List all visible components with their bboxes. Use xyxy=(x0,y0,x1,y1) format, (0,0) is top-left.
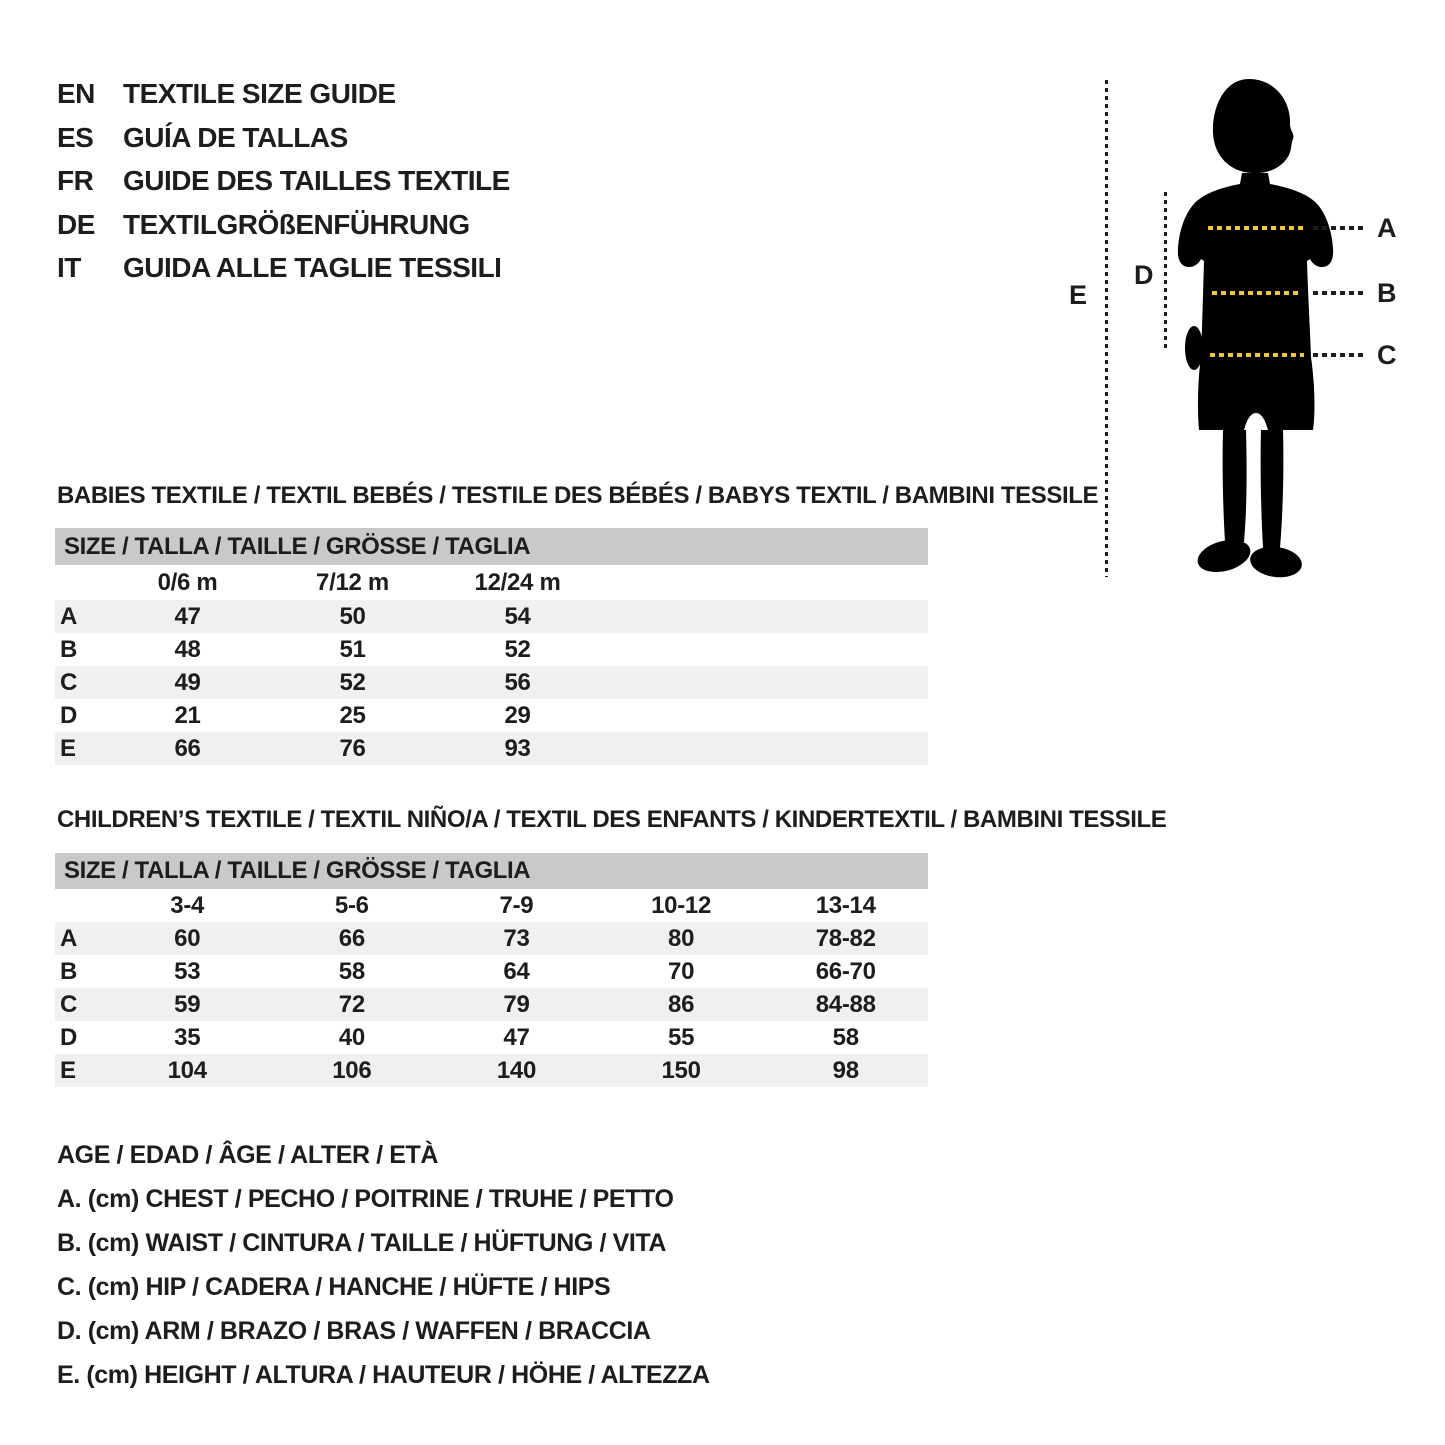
babies-size-header-text: SIZE / TALLA / TAILLE / GRÖSSE / TAGLIA xyxy=(64,533,531,560)
language-code-en: EN xyxy=(57,78,95,109)
table-cell: 106 xyxy=(332,1057,372,1084)
language-code-es: ES xyxy=(57,121,94,153)
language-code-fr: FR xyxy=(57,165,94,196)
table-cell: 56 xyxy=(504,669,531,696)
children-size-header-bar xyxy=(55,853,928,889)
table-cell: 35 xyxy=(174,1024,201,1051)
measure-label-b: B xyxy=(1377,278,1396,308)
table-cell: 47 xyxy=(503,1024,530,1051)
row-label: D xyxy=(60,702,78,729)
children-column-header: 13-14 xyxy=(815,892,876,919)
table-row-a xyxy=(55,600,928,633)
table-cell: 140 xyxy=(496,1057,537,1084)
waist-line-outer xyxy=(1313,291,1363,295)
table-row-b xyxy=(55,633,928,666)
row-label: E xyxy=(60,735,76,762)
chest-line-outer xyxy=(1313,226,1363,230)
table-cell: 78-82 xyxy=(815,925,876,952)
table-cell: 29 xyxy=(504,702,531,729)
table-cell: 21 xyxy=(174,702,201,729)
row-label: B xyxy=(60,636,78,663)
table-cell: 47 xyxy=(174,603,201,630)
language-row-it xyxy=(57,246,510,290)
table-row-b xyxy=(55,955,928,988)
table-cell: 70 xyxy=(668,958,695,985)
row-label: A xyxy=(60,925,78,952)
table-cell: 50 xyxy=(339,603,366,630)
language-title-en: TEXTILE SIZE GUIDE xyxy=(123,78,396,109)
table-cell: 66 xyxy=(174,735,201,762)
language-title-it: GUIDA ALLE TAGLIE TESSILI xyxy=(123,252,502,283)
header-spacer xyxy=(55,889,105,922)
children-size-table xyxy=(55,889,928,1087)
chest-line-inner xyxy=(1208,226,1304,230)
babies-section-title: BABIES TEXTILE / TEXTIL BEBÉS / TESTILE DES BÉBÉS / BABYS TEXTIL / BAMBINI TESSILE xyxy=(57,482,1099,509)
row-label: C xyxy=(60,669,78,696)
language-code-it: IT xyxy=(57,252,81,283)
table-cell: 66 xyxy=(338,925,365,952)
babies-table-header-row xyxy=(55,565,928,600)
table-row-d xyxy=(55,699,928,732)
row-label: A xyxy=(60,603,78,630)
language-row-en xyxy=(57,72,510,116)
measure-label-d: D xyxy=(1134,260,1153,290)
table-cell: 73 xyxy=(503,925,530,952)
table-row-a xyxy=(55,922,928,955)
table-cell: 60 xyxy=(174,925,201,952)
babies-size-header-bar xyxy=(55,528,928,565)
table-cell: 59 xyxy=(174,991,201,1018)
language-row-de xyxy=(57,203,510,247)
table-cell: 98 xyxy=(832,1057,859,1084)
table-row-c xyxy=(55,666,928,699)
measure-label-a: A xyxy=(1377,213,1396,243)
language-row-es xyxy=(57,116,510,160)
header-spacer xyxy=(55,565,105,600)
table-cell: 76 xyxy=(339,735,366,762)
table-cell: 58 xyxy=(338,958,365,985)
table-cell: 72 xyxy=(338,991,365,1018)
table-cell: 58 xyxy=(832,1024,859,1051)
children-column-header: 3-4 xyxy=(170,892,205,919)
legend-chest: A. (cm) CHEST / PECHO / POITRINE / TRUHE / PETTO xyxy=(57,1185,674,1213)
height-measure-line-e xyxy=(1105,80,1108,577)
legend-age: AGE / EDAD / ÂGE / ALTER / ETÀ xyxy=(57,1141,439,1169)
table-cell: 86 xyxy=(668,991,695,1018)
table-row-e xyxy=(55,732,928,765)
table-cell: 104 xyxy=(167,1057,207,1084)
babies-column-header: 12/24 m xyxy=(474,569,561,596)
table-cell: 52 xyxy=(339,669,366,696)
table-row-d xyxy=(55,1021,928,1054)
row-label: D xyxy=(60,1024,78,1051)
table-cell: 66-70 xyxy=(815,958,876,985)
waist-line-inner xyxy=(1212,291,1302,295)
language-title-fr: GUIDE DES TAILLES TEXTILE xyxy=(123,165,510,196)
table-cell: 84-88 xyxy=(815,991,876,1018)
table-cell: 51 xyxy=(339,636,366,663)
children-column-header: 7-9 xyxy=(499,892,534,919)
babies-column-header: 0/6 m xyxy=(157,569,218,596)
table-cell: 64 xyxy=(503,958,530,985)
table-cell: 150 xyxy=(661,1057,701,1084)
hip-line-inner xyxy=(1210,353,1304,357)
babies-size-table xyxy=(55,565,928,765)
children-column-header: 5-6 xyxy=(334,892,369,919)
table-cell: 93 xyxy=(504,735,531,762)
table-cell: 55 xyxy=(668,1024,695,1051)
table-cell: 79 xyxy=(503,991,530,1018)
children-table-header-row xyxy=(55,889,928,922)
row-label: E xyxy=(60,1057,76,1084)
table-cell: 53 xyxy=(174,958,201,985)
legend-hip: C. (cm) HIP / CADERA / HANCHE / HÜFTE / HIPS xyxy=(57,1273,611,1301)
child-silhouette-icon xyxy=(1172,76,1340,581)
children-size-header-text: SIZE / TALLA / TAILLE / GRÖSSE / TAGLIA xyxy=(64,857,531,884)
hip-line-outer xyxy=(1313,353,1363,357)
children-column-header: 10-12 xyxy=(651,892,712,919)
legend-waist: B. (cm) WAIST / CINTURA / TAILLE / HÜFTUNG / VITA xyxy=(57,1229,667,1257)
row-label: C xyxy=(60,991,78,1018)
language-title-block xyxy=(57,72,510,290)
language-row-fr xyxy=(57,159,510,203)
table-row-c xyxy=(55,988,928,1021)
measurement-legend xyxy=(57,1133,710,1397)
table-cell: 48 xyxy=(174,636,201,663)
row-label: B xyxy=(60,958,78,985)
children-section-title: CHILDREN’S TEXTILE / TEXTIL NIÑO/A / TEXTIL DES ENFANTS / KINDERTEXTIL / BAMBINI TESSILE xyxy=(57,806,1167,833)
language-code-de: DE xyxy=(57,208,95,240)
measure-label-c: C xyxy=(1377,340,1396,370)
arm-measure-line-d xyxy=(1164,192,1167,348)
table-cell: 40 xyxy=(338,1024,365,1051)
language-title-es: GUÍA DE TALLAS xyxy=(123,121,348,153)
babies-column-header: 7/12 m xyxy=(316,569,389,596)
table-cell: 25 xyxy=(339,702,366,729)
table-cell: 80 xyxy=(668,925,695,952)
table-cell: 52 xyxy=(504,636,531,663)
table-row-e xyxy=(55,1054,928,1087)
legend-arm: D. (cm) ARM / BRAZO / BRAS / WAFFEN / BRACCIA xyxy=(57,1317,651,1345)
measure-label-e: E xyxy=(1069,280,1087,310)
language-title-de: TEXTILGRÖßENFÜHRUNG xyxy=(123,208,470,240)
legend-height: E. (cm) HEIGHT / ALTURA / HAUTEUR / HÖHE / ALTEZZA xyxy=(57,1361,710,1389)
table-cell: 49 xyxy=(174,669,201,696)
table-cell: 54 xyxy=(504,603,531,630)
